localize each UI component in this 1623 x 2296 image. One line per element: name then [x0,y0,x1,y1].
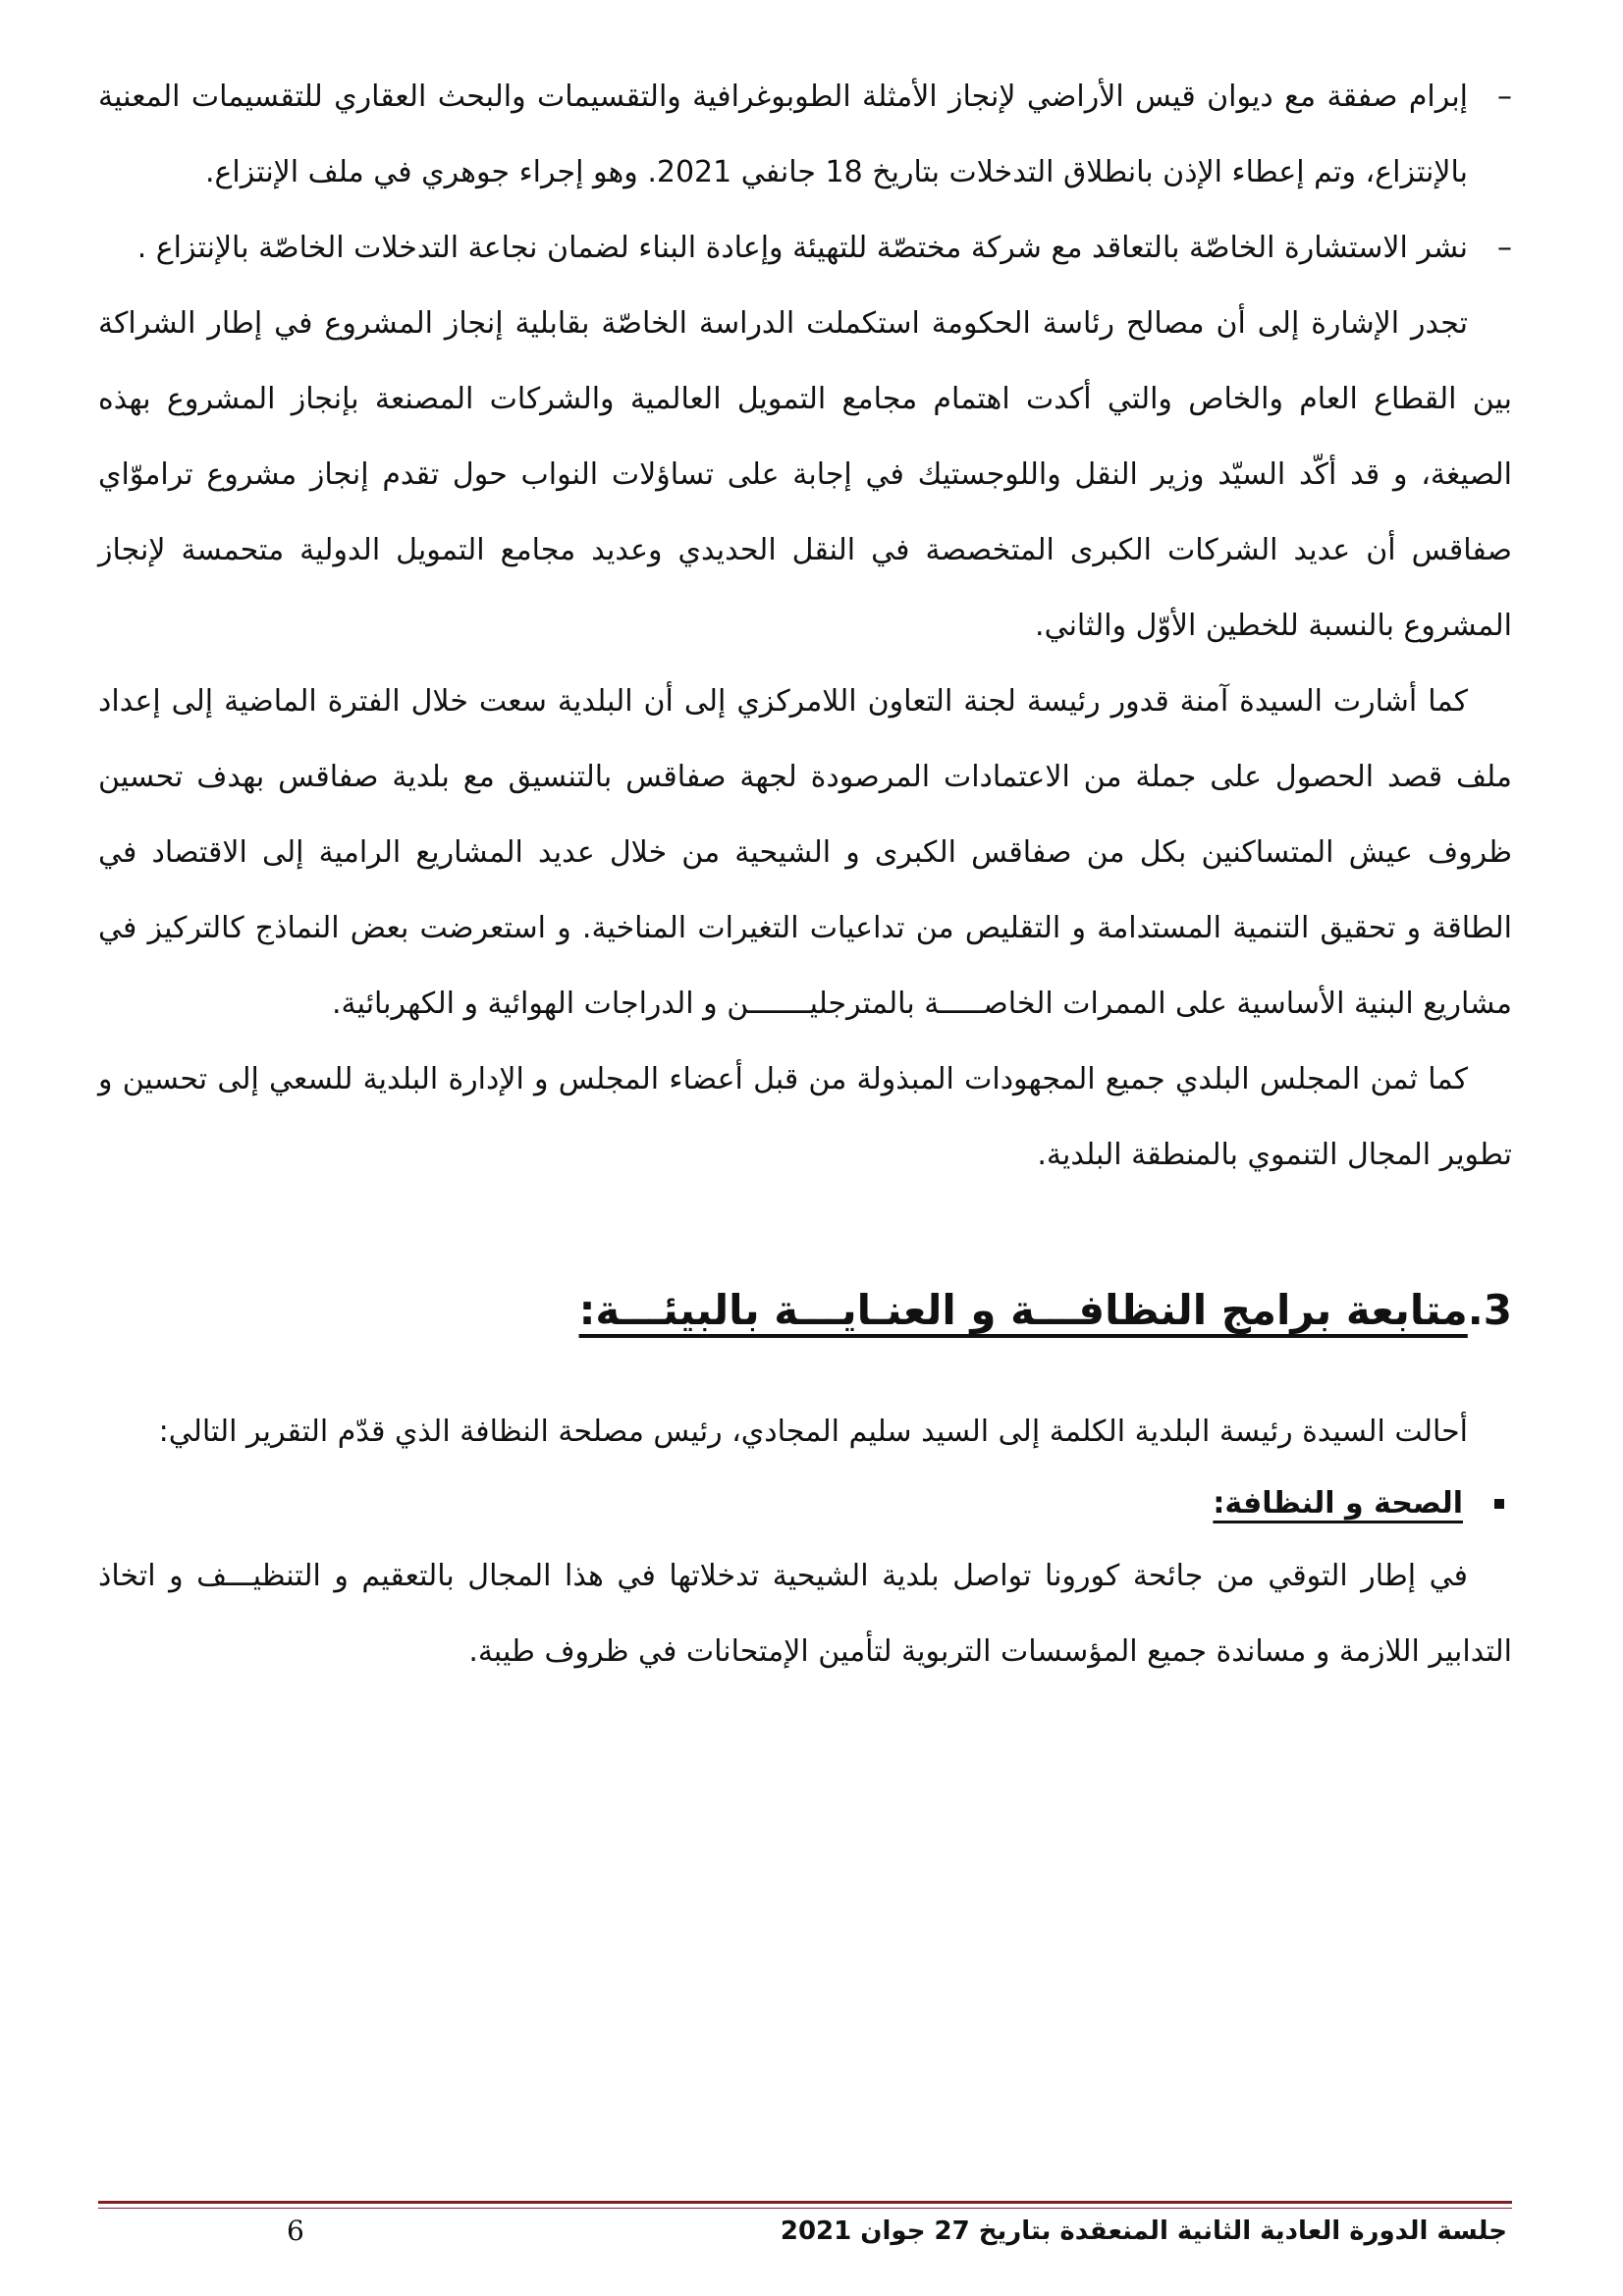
list-item [98,59,1512,210]
page-number: 6 [287,2215,304,2247]
document-page [98,59,1512,1689]
paragraph-ppp-study: تجدر الإشارة إلى أن مصالح رئاسة الحكومة استكملت الدراسة الخاصّة بقابلية إنجاز المشروع في إطار الشراكة بين القطاع العام والخاص والتي أكدت اهتمام مجامع التمويل العالمية والشركات المصنعة بإنجاز المشروع بهذه الصيغة، و قد أكّد السيّد وزير النقل واللوجستيك في إجابة على تساؤلات النواب حول تقدم إنجاز مشروع تراموّاي صفاقس أن عديد الشركات الكبرى المتخصصة في النقل الحديدي وعديد مجامع التمويل الدولية متحمسة لإنجاز المشروع بالنسبة للخطين الأوّل والثاني. [98,306,1512,643]
section-intro: أحالت السيدة رئيسة البلدية الكلمة إلى السيد سليم المجادي، رئيس مصلحة النظافة الذي قدّم التقرير التالي: [158,1415,1468,1449]
list-item [98,210,1512,286]
paragraph-decentralized-cooperation: كما أشارت السيدة آمنة قدور رئيسة لجنة التعاون اللامركزي إلى أن البلدية سعت خلال الفترة الماضية إلى إعداد ملف قصد الحصول على جملة من الاعتمادات المرصودة لجهة صفاقس بالتنسيق مع بلدية صفاقس بهدف تحسين ظروف عيش المتساكنين بكل من صفاقس الكبرى و الشيحية من خلال عديد المشاريع الرامية إلى الاقتصاد في الطاقة و تحقيق التنمية المستدامة و التقليص من تداعيات التغيرات المناخية. و استعرضت بعض النماذج كالتركيز في مشاريع البنية الأساسية على الممرات الخاصـــــة بالمترجليـــــــن و الدراجات الهوائية و الكهربائية. [98,684,1512,1021]
section-heading [98,1281,1512,1340]
section-body: في إطار التوقي من جائحة كورونا تواصل بلدية الشيحية تدخلاتها في هذا المجال بالتعقيم و التنظيـــف و اتخاذ التدابير اللازمة و مساندة جميع المؤسسات التربوية لتأمين الإمتحانات في ظروف طيبة. [98,1559,1512,1669]
footer-session-title: جلسة الدورة العادية الثانية المنعقدة بتاريخ 27 جوان 2021 [780,2216,1507,2246]
section-title: متابعة برامج النظافـــة و العنـايـــة بالبيئـــة: [578,1286,1468,1334]
square-bullet-icon [1494,1499,1504,1509]
subheading-label: الصحة و النظافة: [1213,1486,1463,1521]
footer-divider-thin [98,2208,1512,2209]
list-item-text: نشر الاستشارة الخاصّة بالتعاقد مع شركة مختصّة للتهيئة وإعادة البناء لضمان نجاعة التدخلات الخاصّة بالإنتزاع . [136,231,1468,265]
footer-divider [98,2201,1512,2204]
list-dash: – [1497,80,1512,114]
paragraph-council-thanks: كما ثمن المجلس البلدي جميع المجهودات المبذولة من قبل أعضاء المجلس و الإدارة البلدية للسعي إلى تحسين و تطوير المجال التنموي بالمنطقة البلدية. [98,1062,1512,1172]
subheading [98,1469,1512,1538]
list-item-text: إبرام صفقة مع ديوان قيس الأراضي لإنجاز الأمثلة الطوبوغرافية والتقسيمات والبحث العقاري للتقسيمات المعنية بالإنتزاع، وتم إعطاء الإذن بانطلاق التدخلات بتاريخ 18 جانفي 2021. وهو إجراء جوهري في ملف الإنتزاع. [98,80,1468,189]
section-number: 3. [1467,1286,1512,1334]
list-dash: – [1497,231,1512,265]
